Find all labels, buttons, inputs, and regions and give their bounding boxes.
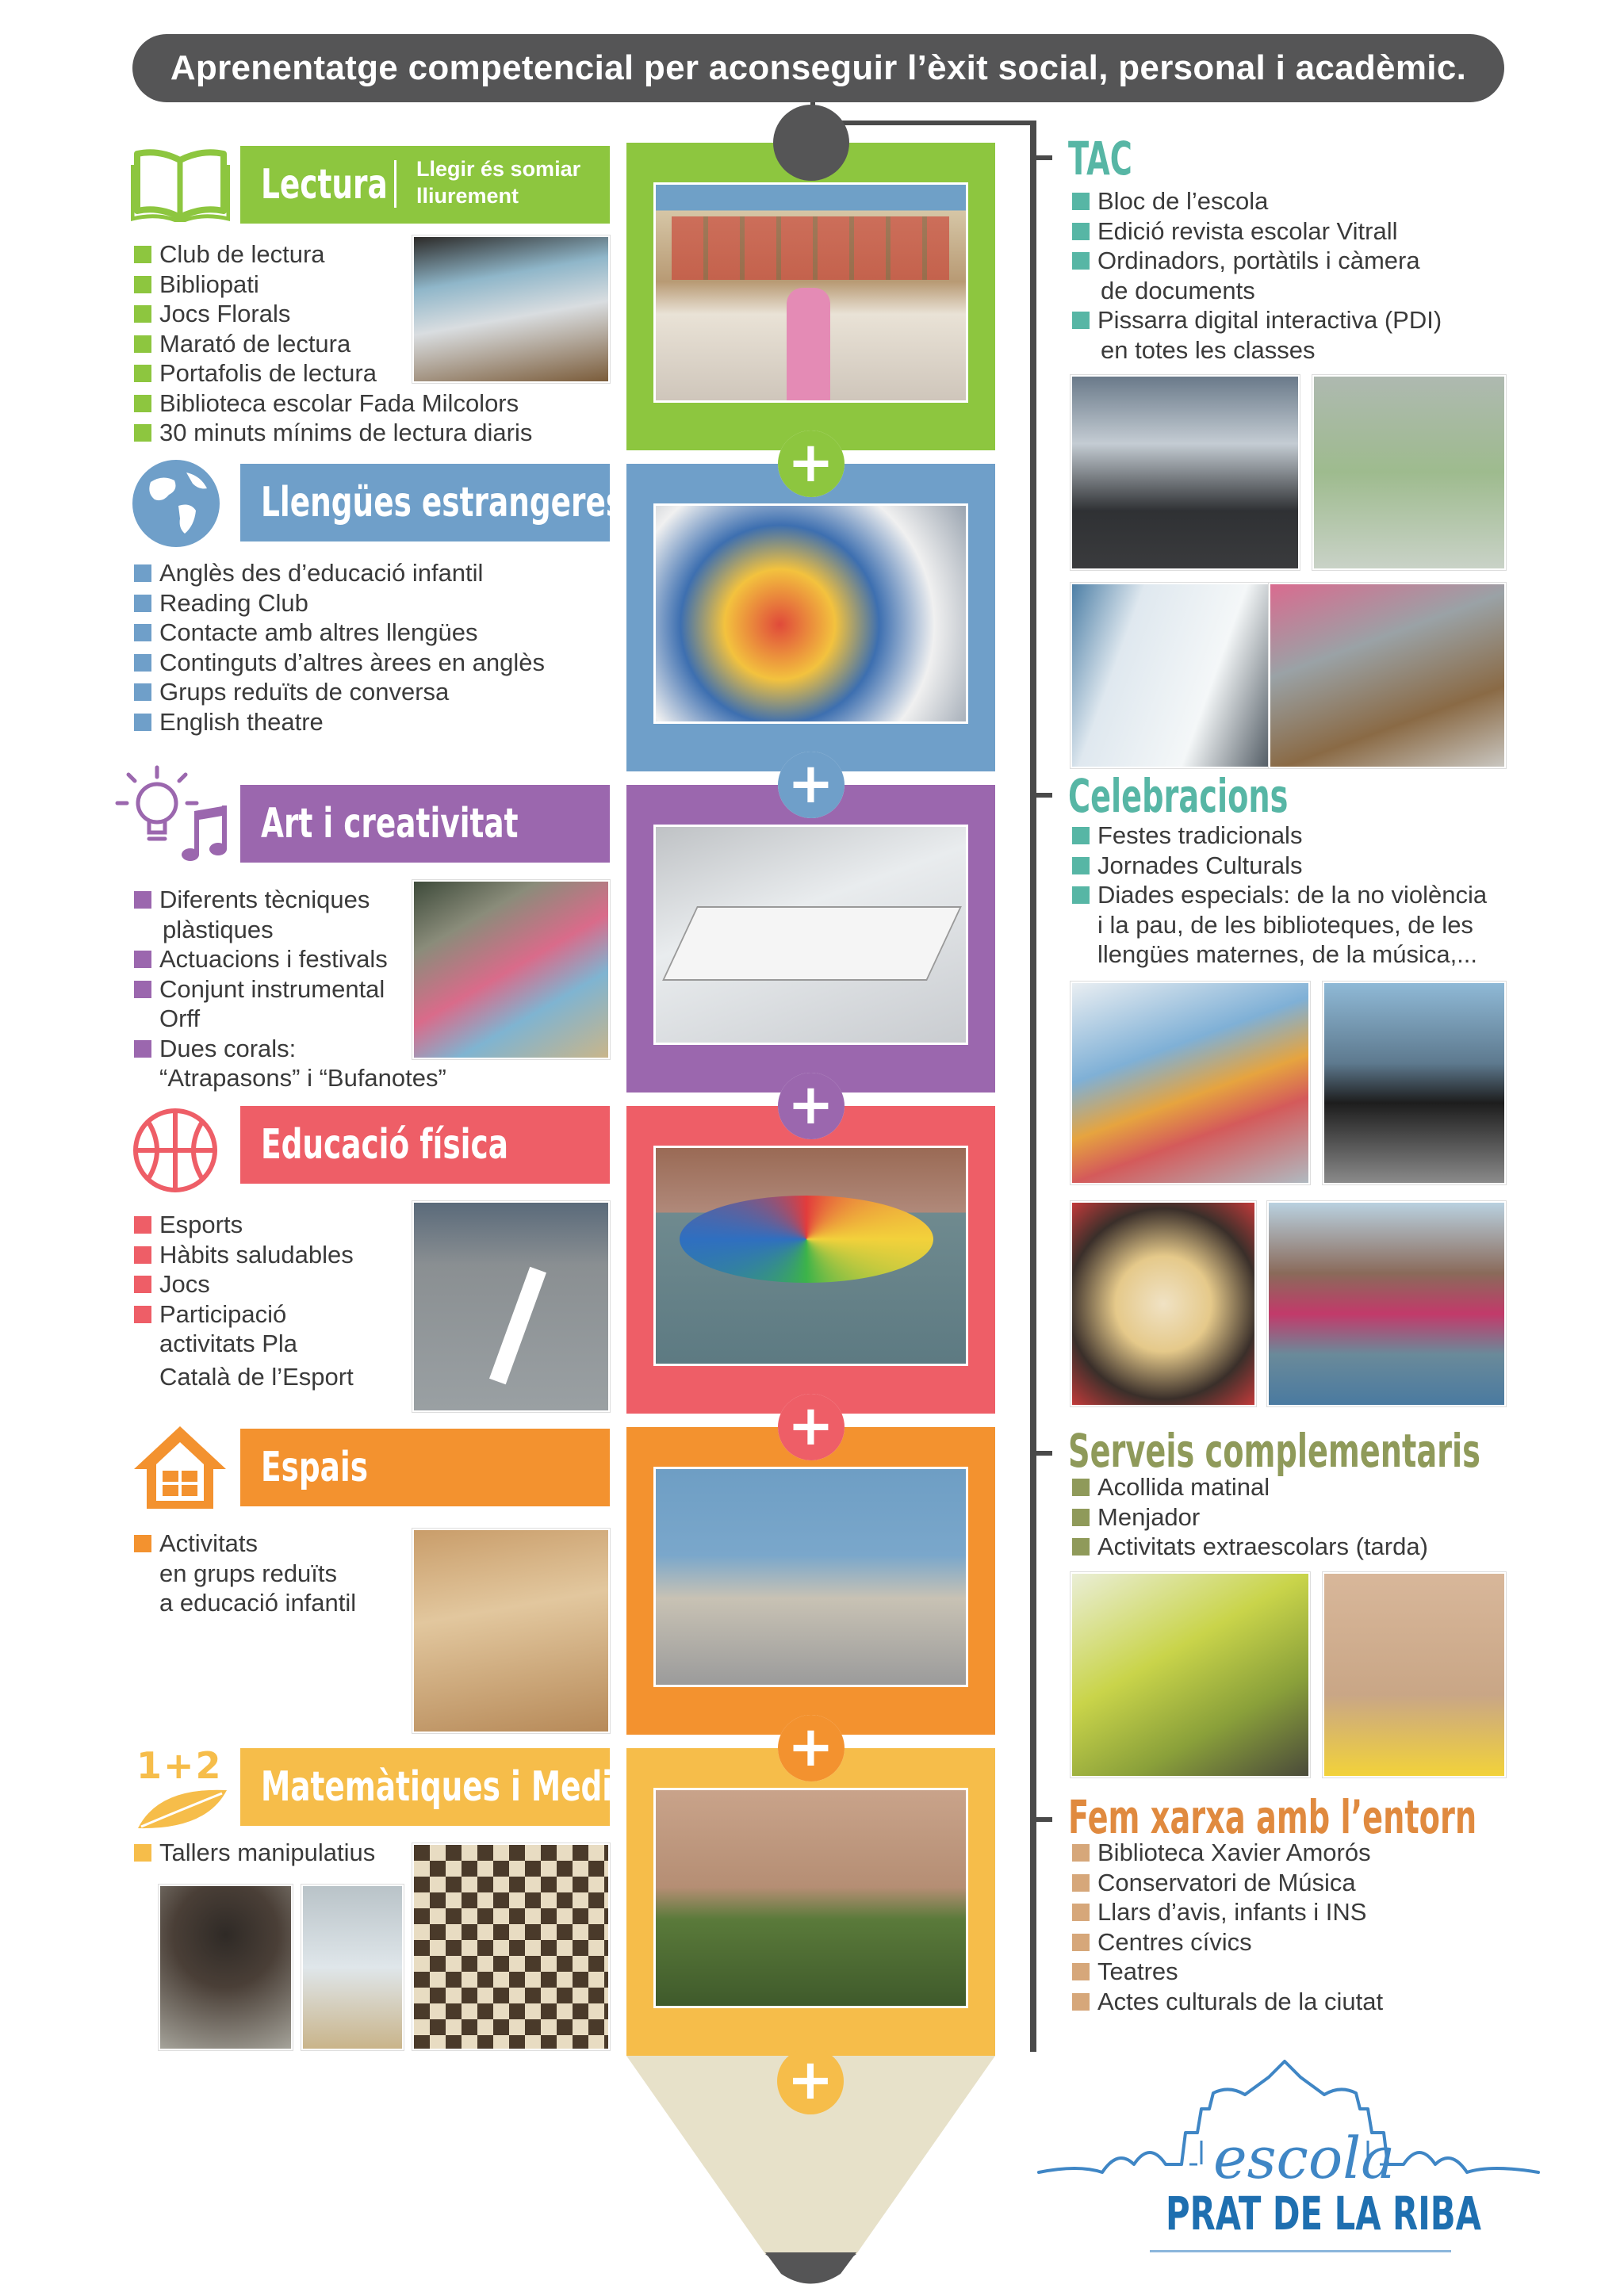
book-icon bbox=[131, 146, 230, 222]
section-title-llengues: Llengües estrangeres bbox=[240, 464, 610, 541]
list-espais bbox=[132, 1529, 356, 1618]
list-item: Català de l’Esport bbox=[159, 1362, 354, 1391]
section-subtitle-lectura: Llegir és somiar lliurement bbox=[416, 157, 581, 208]
list-item: Grups reduïts de conversa bbox=[132, 677, 545, 707]
list-item: Bibliopati bbox=[132, 270, 532, 300]
list-item: Pissarra digital interactiva (PDI) bbox=[1071, 305, 1442, 335]
list-item: Diades especials: de la no violència bbox=[1071, 880, 1487, 910]
lightbulb-music-icon bbox=[111, 760, 238, 867]
list-item: Dues corals: bbox=[132, 1034, 446, 1064]
list-item: activitats Pla bbox=[159, 1330, 298, 1357]
section-title-mates: Matemàtiques i Medi bbox=[240, 1748, 610, 1826]
photo-chess bbox=[412, 1843, 610, 2050]
photo-hockey bbox=[412, 1201, 610, 1412]
plus-icon: + bbox=[778, 752, 845, 818]
list-item: Acollida matinal bbox=[1071, 1472, 1428, 1502]
title-divider bbox=[394, 160, 396, 208]
list-item: Esports bbox=[132, 1210, 354, 1240]
photo-xylophone bbox=[1269, 583, 1506, 768]
list-item: Jocs Florals bbox=[132, 299, 532, 329]
list-item: 30 minuts mínims de lectura diaris bbox=[132, 418, 532, 448]
section-title-tac: TAC bbox=[1068, 132, 1132, 186]
list-item: Llars d’avis, infants i INS bbox=[1071, 1897, 1383, 1927]
leaf-numbers-icon bbox=[135, 1744, 230, 1831]
section-title-serveis: Serveis complementaris bbox=[1068, 1424, 1480, 1478]
plus-icon: + bbox=[777, 2048, 844, 2114]
section-title-celebracions: Celebracions bbox=[1068, 769, 1289, 823]
page-banner: Aprenentatge competencial per aconseguir l’èxit social, personal i acadèmic. bbox=[132, 34, 1504, 102]
logo-escola-text: escola bbox=[1213, 2125, 1396, 2191]
list-item: Diferents tècniques bbox=[132, 885, 446, 915]
basketball-icon bbox=[131, 1106, 220, 1195]
photo-world-map bbox=[1071, 982, 1310, 1184]
connector-vertical bbox=[1030, 121, 1036, 2052]
section-title-ef: Educació física bbox=[240, 1106, 610, 1184]
pencil-tip-notch bbox=[773, 105, 849, 181]
photo-dragon bbox=[1323, 982, 1506, 1184]
list-item: Ordinadors, portàtils i càmera bbox=[1071, 246, 1442, 276]
tick-tac bbox=[1036, 155, 1052, 160]
photo-computers bbox=[1071, 375, 1300, 570]
list-item: Tallers manipulatius bbox=[132, 1838, 375, 1868]
list-item: Continguts d’altres àrees en anglès bbox=[132, 648, 545, 678]
list-item: Club de lectura bbox=[132, 239, 532, 270]
list-mates bbox=[132, 1838, 375, 1868]
block-lectura bbox=[626, 143, 995, 450]
list-item: Actuacions i festivals bbox=[132, 944, 446, 974]
list-item: Marató de lectura bbox=[132, 329, 532, 359]
list-item: Biblioteca escolar Fada Milcolors bbox=[132, 388, 532, 419]
list-item: Actes culturals de la ciutat bbox=[1071, 1987, 1383, 2017]
photo-sandpit bbox=[1323, 1572, 1506, 1777]
list-item: en totes les classes bbox=[1101, 335, 1316, 364]
list-item: Biblioteca Xavier Amorós bbox=[1071, 1838, 1383, 1868]
school-logo bbox=[1031, 2045, 1546, 2275]
photo-reading-book bbox=[412, 235, 610, 383]
list-item: plàstiques bbox=[163, 915, 274, 943]
photo-kids-floor bbox=[412, 1529, 610, 1733]
globe-icon bbox=[131, 458, 222, 549]
photo-giants-parade bbox=[1267, 1201, 1506, 1406]
section-title-lectura: Lectura bbox=[240, 146, 610, 224]
block-ef bbox=[626, 1072, 995, 1414]
photo-garden bbox=[653, 1788, 968, 2008]
list-item: Festes tradicionals bbox=[1071, 821, 1487, 851]
list-item: Anglès des d’educació infantil bbox=[132, 558, 545, 588]
photo-laptops bbox=[1312, 375, 1506, 570]
list-item: Jocs bbox=[132, 1269, 354, 1299]
photo-painting bbox=[412, 880, 610, 1059]
tick-serveis bbox=[1036, 1451, 1052, 1456]
list-item: Participació bbox=[132, 1299, 354, 1330]
house-icon bbox=[131, 1423, 229, 1512]
photo-parachute bbox=[653, 1146, 968, 1366]
block-llengues bbox=[626, 430, 995, 771]
list-ef bbox=[132, 1210, 354, 1391]
list-item: de documents bbox=[1101, 276, 1255, 304]
list-item: Teatres bbox=[1071, 1957, 1383, 1987]
list-item: llengües maternes, de la música,... bbox=[1097, 940, 1478, 968]
tick-xarxa bbox=[1036, 1817, 1052, 1822]
photo-instruments bbox=[653, 825, 968, 1045]
list-item: Edició revista escolar Vitrall bbox=[1071, 216, 1442, 247]
list-item: Reading Club bbox=[132, 588, 545, 618]
list-xarxa bbox=[1071, 1838, 1383, 2016]
list-item: Bloc de l’escola bbox=[1071, 186, 1442, 216]
list-item: Conservatori de Música bbox=[1071, 1868, 1383, 1898]
photo-cutlery bbox=[1071, 1572, 1310, 1777]
list-item: en grups reduïts bbox=[159, 1559, 338, 1587]
list-item: Orff bbox=[159, 1004, 201, 1032]
list-item: “Atrapasons” i “Bufanotes” bbox=[159, 1064, 446, 1092]
photo-math-head bbox=[159, 1885, 293, 2050]
list-item: English theatre bbox=[132, 707, 545, 737]
numbers-label: 1+2 bbox=[136, 1744, 223, 1787]
photo-library bbox=[653, 182, 968, 403]
list-item: Conjunt instrumental bbox=[132, 974, 446, 1004]
block-espais bbox=[626, 1393, 995, 1735]
list-item: Centres cívics bbox=[1071, 1927, 1383, 1957]
plus-icon: + bbox=[778, 430, 845, 497]
list-item: Hàbits saludables bbox=[132, 1240, 354, 1270]
list-item: Contacte amb altres llengües bbox=[132, 618, 545, 648]
list-tac bbox=[1071, 186, 1442, 365]
photo-classroom bbox=[653, 1467, 968, 1687]
section-title-art: Art i creativitat bbox=[240, 785, 610, 863]
section-title-espais: Espais bbox=[240, 1429, 610, 1506]
list-art bbox=[132, 885, 446, 1093]
plus-icon: + bbox=[778, 1394, 845, 1460]
section-title-xarxa: Fem xarxa amb l’entorn bbox=[1068, 1790, 1477, 1844]
tick-celebracions bbox=[1036, 793, 1052, 798]
list-item: Activitats bbox=[132, 1529, 356, 1559]
photo-books bbox=[653, 503, 968, 724]
photo-pdi bbox=[1071, 583, 1300, 768]
logo-underline bbox=[1150, 2250, 1451, 2252]
list-item: Menjador bbox=[1071, 1502, 1428, 1533]
logo-school-name: PRAT DE LA RIBA bbox=[1166, 2187, 1481, 2241]
photo-jar bbox=[301, 1885, 404, 2050]
block-mates bbox=[626, 1714, 995, 2056]
list-item: Portafolis de lectura bbox=[132, 358, 532, 388]
list-llengues bbox=[132, 558, 545, 737]
plus-icon: + bbox=[778, 1073, 845, 1139]
block-art bbox=[626, 751, 995, 1093]
list-serveis bbox=[1071, 1472, 1428, 1562]
list-item: i la pau, de les biblioteques, de les bbox=[1097, 910, 1473, 939]
photo-kids-drawing bbox=[1071, 1201, 1256, 1406]
list-item: a educació infantil bbox=[159, 1589, 357, 1617]
list-item: Jornades Culturals bbox=[1071, 851, 1487, 881]
list-celebracions bbox=[1071, 821, 1487, 970]
list-item: Activitats extraescolars (tarda) bbox=[1071, 1532, 1428, 1562]
plus-icon: + bbox=[778, 1715, 845, 1781]
